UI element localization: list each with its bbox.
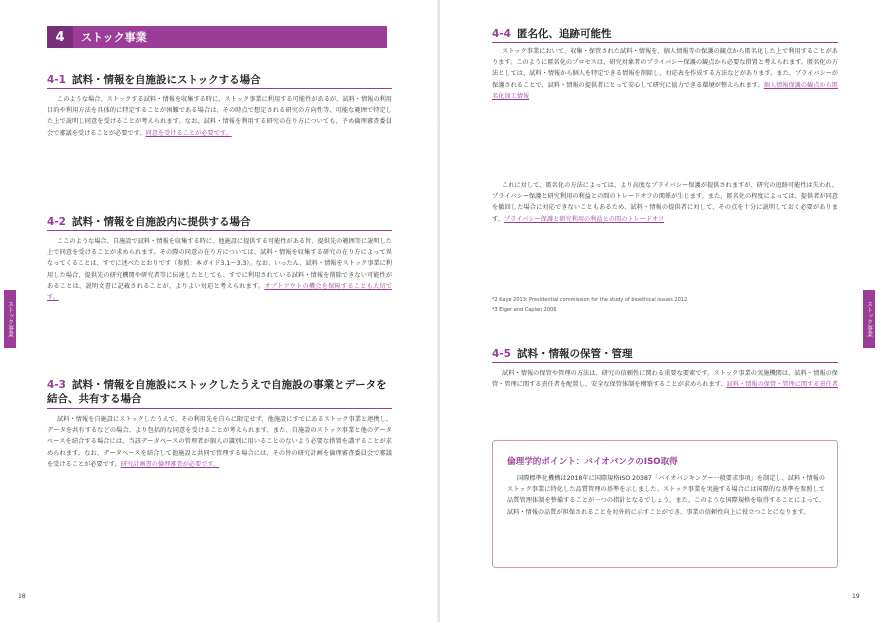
- section-title: 試料・情報を自施設内に提供する場合: [71, 216, 251, 228]
- section-heading-4-5: [492, 346, 632, 361]
- section-number: 4-4: [492, 28, 511, 40]
- section-title: 試料・情報の保管・管理: [516, 348, 633, 360]
- highlight-text: 試料・情報の保管・管理に関する責任者: [726, 381, 839, 389]
- page-number-right: 19: [852, 593, 860, 600]
- side-tab-right: ストック事業: [863, 290, 875, 348]
- section-body: [492, 368, 838, 390]
- section-title: 試料・情報を自施設にストックしたうえで自施設の事業とデータを結合、共有する場合: [47, 379, 387, 405]
- section-heading-4-4: [492, 26, 611, 41]
- body-text: 試料・情報を自施設にストックしたうえで、その利用先を自らに限定せず、他施設にすでにあるストック事業と連携し、データを共有するなどの場合、より包括的な同意を受けることが考えられます。また、自施設のストック事業と他のデータベースを結合する場合には、当該データベースの管理者が個人の識別に用いることのないよう必要な措置を講ずることが求められます。なお、データベースを結合して他施設と共同で管理する場合には、その旨の研究計画を倫理審査委員会で審議を受けることが必要です。: [47, 416, 392, 468]
- section-divider: [492, 42, 838, 43]
- section-heading-4-1: [47, 72, 261, 87]
- highlight-text: 同意を受けることが必要です。: [145, 129, 232, 137]
- section-body: [492, 46, 838, 102]
- body-text: ここのような場合、自施設で試料・情報を収集する時に、他施設に提供する可能性がある旨、提供先の範囲等に説明した上で同意を受けることが求められます。その際の同意の在り方については、試料・情報を収集する研究の在り方によって異なってくることは、すでに述べたとおりです（参照：本ガイド3.1〜3.3）。なお、いったん、試料・情報をストック事業に利用した場合、提供先の研究機関や研究者等に伝達したとしても、すでに利用されている試料・情報を削除できない可能性があることは、説明文書に記載されることが、よりよい対応と考えられます。: [47, 238, 392, 290]
- highlight-text: 個人情報保護の観点から匿名化加工情報: [492, 81, 838, 100]
- point-box-body: 国際標準化機構は2018年に国際規格ISO 20387「バイオバンキングー一般要求事項」を制定し、試料・情報のストック事業に特化した品質管理の基準を示しました。ストック事業を実施する場合には国際的な基準を参照して品質管理体制を整備することが一つの指針となるでしょう。また、このような国際規格を取得することによって、試料・情報の品質が担保されることを対外的に示すことができ、事業の信頼性向上に役立つことになります。: [507, 475, 825, 516]
- point-box-title: 倫理学的ポイント：バイオバンクのISO取得: [507, 457, 678, 467]
- body-text: 試料・情報の保管や管理の方法は、研究の信頼性に関わる重要な要素です。ストック事業の実施機関は、試料・情報の保管・管理に関する責任者を配置し、安全な保管体制を構築することが求められます。: [492, 370, 838, 389]
- section-body: [47, 236, 392, 303]
- body-text: これに対して、匿名化の方法によっては、より高度なプライバシー保護が提供されますが、研究の追跡可能性は失われ、プライバシー保護と研究利用の利益との間のトレードオフの関係が生じます。また、匿名化の程度によっては、提供者が同意を撤回した場合に対応できないこともあるため、試料・情報の提供者に対して、その点を十分に説明しておく必要があります。: [492, 182, 838, 223]
- highlight-text: オプトアウトの機会を保障することも大切です。: [47, 282, 392, 302]
- section-title: 匿名化、追跡可能性: [516, 28, 612, 40]
- section-title: 試料・情報を自施設にストックする場合: [71, 74, 261, 86]
- section-divider: [492, 362, 838, 363]
- section-heading-4-3: [47, 378, 392, 406]
- section-number: 4-3: [47, 379, 66, 391]
- chapter-number: 4: [47, 26, 73, 48]
- section-divider: [47, 88, 392, 89]
- chapter-header: [47, 26, 387, 48]
- highlight-text: 研究計画書の倫理審査が必要です。: [120, 460, 220, 468]
- section-body: [47, 414, 392, 470]
- section-heading-4-2: [47, 214, 250, 229]
- ethics-point-box: [492, 440, 838, 568]
- body-text: このような場合、ストックする試料・情報を収集する時に、ストック事業に利用する可能性があるが、試料・情報の利用目的や利用方法を具体的に特定することが困難である場合は、その時点で想定される研究の方向性等、可能な範囲で特定した上で説明し同意を受けることが考えられます。なお、試料・情報を利用する研究の在り方についても、予め倫理審査委員会で審議を受けることが必要です。: [47, 96, 392, 137]
- body-text: ストック事業において、収集・保管された試料・情報を、個人情報等の保護の観点から匿名化した上で利用することがあります。このように匿名化のプロセスは、研究対象者のプライバシー保護の観点から必要な措置と考えられます。匿名化の方法としては、試料・情報から個人を特定できる情報を削除し、対応表を作成する方法などがあります。また、プライバシーが保護されることで、試料・情報の提供者にとって安心して研究に協力できる環境が整えられます。: [492, 48, 838, 89]
- section-number: 4-2: [47, 216, 66, 228]
- right-page: [440, 0, 880, 622]
- page-number-left: 18: [18, 593, 26, 600]
- section-body-continued: [492, 180, 838, 225]
- section-divider: [47, 230, 392, 231]
- side-tab-left: ストック事業: [4, 290, 16, 348]
- section-number: 4-1: [47, 74, 66, 86]
- footnote-1: *2 Kaye 2013: Presidential commission for the study of bioethical issues 2012.: [492, 297, 689, 303]
- section-body: [47, 94, 392, 139]
- section-number: 4-5: [492, 348, 511, 360]
- chapter-title: ストック事業: [81, 31, 147, 44]
- highlight-text: プライバシー保護と研究利用の利益との間のトレードオフ: [503, 215, 665, 223]
- section-divider: [47, 408, 392, 409]
- footnote-2: *3 Elger and Caplan 2006: [492, 307, 557, 313]
